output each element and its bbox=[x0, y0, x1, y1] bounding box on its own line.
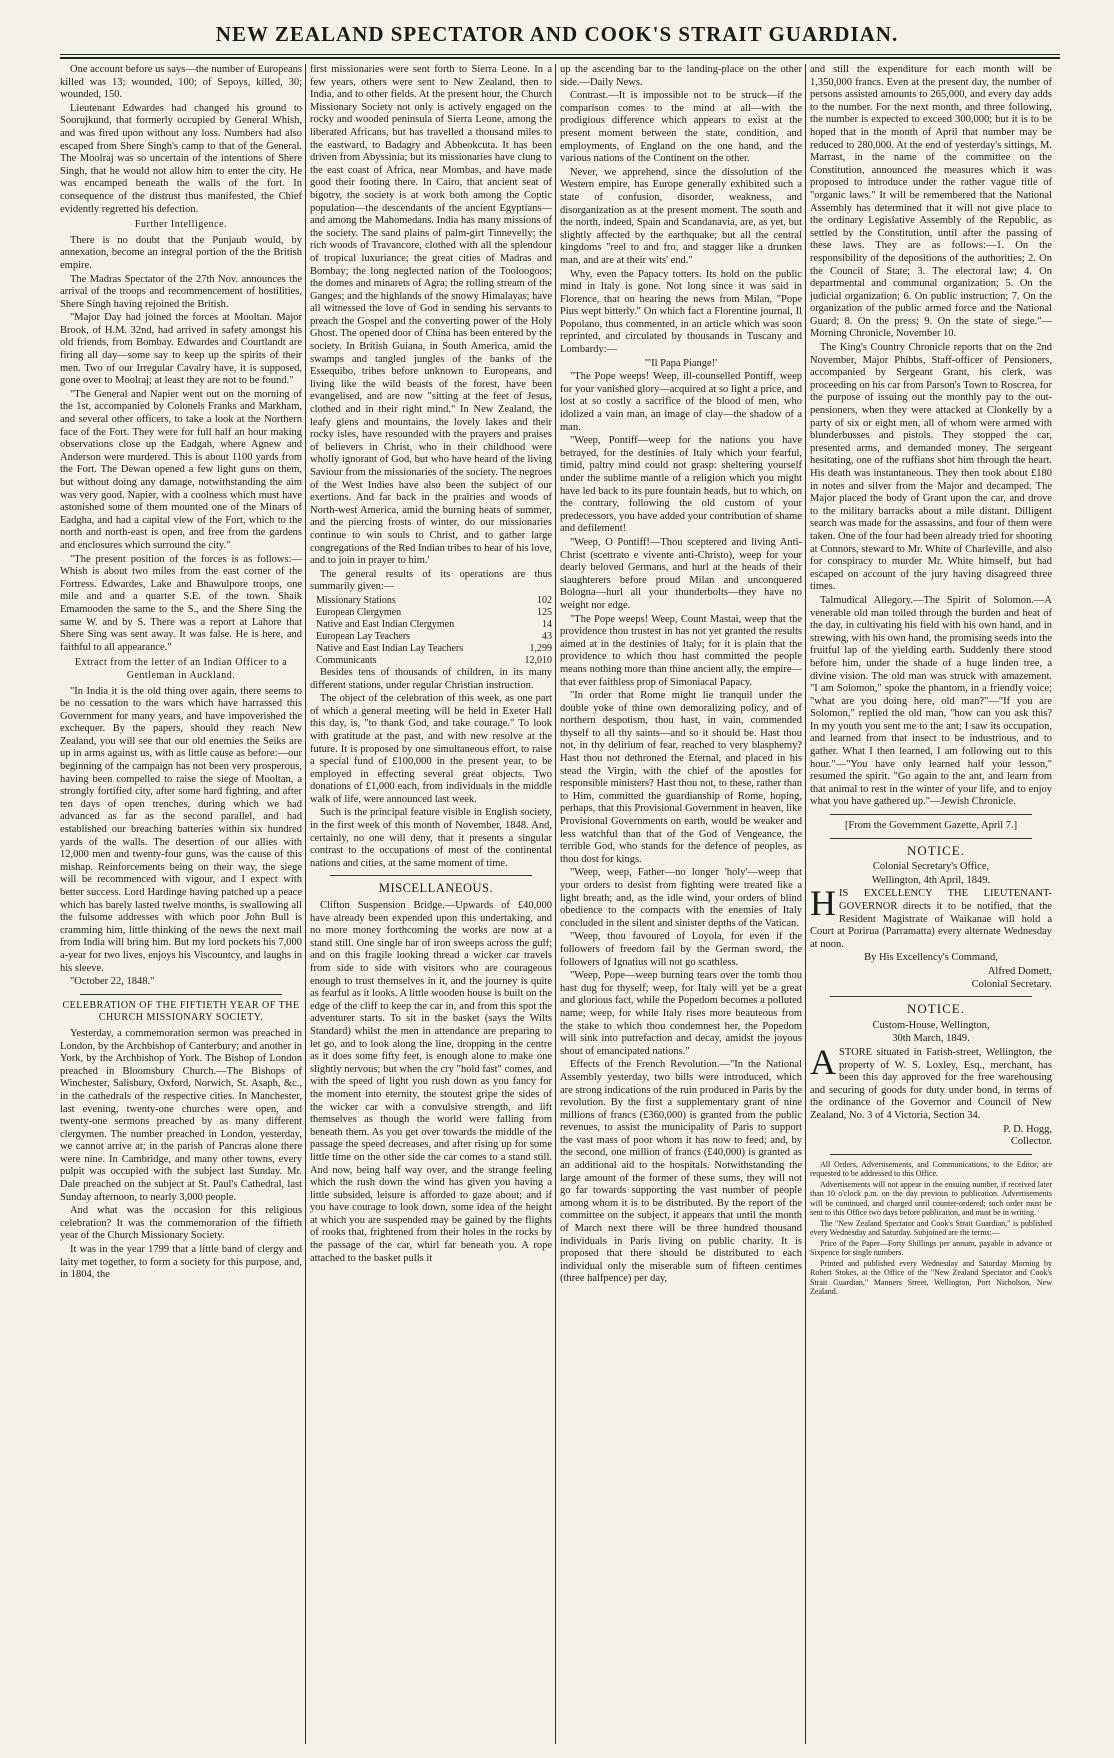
divider bbox=[830, 1154, 1032, 1155]
notice-role: Colonial Secretary. bbox=[971, 978, 1052, 990]
column-divider bbox=[555, 64, 556, 1744]
paragraph: Talmudical Allegory.—The Spirit of Solomon.—A venerable old man toiled through the burden and heat of the day, in cultivating his field with his own hand, and in strewing, with his own hand, the promising seeds into the fruitful lap of the yielding earth. Suddenly there stood before him, under the shade of a huge linden tree, a divine vision. The old man was struck with amazement. "I am Solomon," spoke the phantom, in a friendly voice; "what are you doing here, old man?"—"If you are Solomon," replied the old man, "how can you ask this? In my youth you sent me to the ant; I saw its occupation, and learned from that insect to be industrious, and to gather. What I then learned, I am following out to this hour."—"You have only learned half your lesson," resumed the spirit. "Go again to the ant, and learn from that animal to rest in the winter of your life, and to enjoy what you have gathered up."—Jewish Chronicle. bbox=[810, 594, 1052, 808]
paragraph: It was in the year 1799 that a little band of clergy and laity met together, to form a society for this purpose, and, in 1804, the bbox=[60, 1244, 302, 1281]
column-divider bbox=[305, 64, 306, 1744]
notice-body: ASTORE situated in Farish-street, Wellington, the property of W. S. Loxley, Esq., merchant, has been this day approved for the free warehousing and securing of goods for duty under bond, in terms of the ordinance of the Governor and Council of New Zealand, No. 3 of 4 Victoria, Section 34. bbox=[810, 1041, 1052, 1121]
paragraph: "Weep, O Pontiff!—Thou sceptered and living Anti-Christ (scettrato e vivente anti-Christo), weep for your dearly beloved Germans, and hurl at the heads of their slaughterers before proud Milan and unconquered Bologna—hurl all your thunderbolts—they have no weight nor edge. bbox=[560, 536, 802, 611]
notice-date: 30th March, 1849. bbox=[892, 1033, 970, 1045]
paragraph: There is no doubt that the Punjaub would, by annexation, become an integral portion of the the British empire. bbox=[60, 234, 302, 271]
paragraph: "Weep, Pope—weep burning tears over the tomb thou hast dug for thyself; weep, for Italy will yet be a great and glorious fact, while the Popedom becomes a polluted name; weep, for while Italy rises more beauteous from the stake to which thou condemnest her, the Popedom will sink into putrefaction and decay, amidst the joyous shout of emancipated nations." bbox=[560, 970, 802, 1057]
stat-row: Native and East Indian Clergymen 14 bbox=[316, 618, 552, 630]
paragraph: and still the expenditure for each month will be 1,350,000 francs. Even at the present day, the number of persons assisted amounts to 265,000, and every day adds to the number. For the next month, and three following, the number is expected to exceed 300,000; but it is to be hoped that in the month of April that number may be reduced to 280,000. At the end of yesterday's sittings, M. Marrast, in the name of the committee on the Constitution, announced the measures which it was proposed to introduce under the rather vague title of "organic laws." It will be remembered that the National Assembly has determined that it will not give place to the ordinary Legislative Assembly of the Republic, as settled by the Constitution, until after the passing of these laws. They are as follows:—1. On the responsibility of the depositions of the authorities; 2. On the Council of State; 3. The electoral law; 4. On departmental and communal organization; 5. On the judicial organization; 6. On public instruction; 7. On the organization of the public armed force and the National Guard; 8. On the press; 9. On the state of siege."—Morning Chronicle, November 10. bbox=[810, 64, 1052, 340]
paragraph: Yesterday, a commemoration sermon was preached in London, by the Archbishop of Canterbury; and another in York, by the Archbishop of York. The Bishop of London preached in Bloomsbury Church.—The Bishops of Winchester, Salisbury, Oxford, Norwich, St. Asaph, &c., in the cathedrals of the respective cities. In Manchester, last evening, twenty-one churches were open, and twenty-one sermons preached by as many different clergymen. The number preached in London, yesterday, we cannot arrive at; in the parish of Pancras alone there were nine. In Cambridge, and many other towns, every pulpit was occupied with the subject last Sunday. Mr. Dale preached on the subject at St. Paul's Cathedral, last Sunday afternoon, to nearly 3,000 people. bbox=[60, 1027, 302, 1203]
notice-date: Wellington, 4th April, 1849. bbox=[871, 874, 991, 886]
paragraph: "The General and Napier went out on the morning of the 1st, accompanied by Colonels Franks and Markham, and several other officers, to take a look at the Northern face of the Fort. They were for full half an hour making observations close up the Eadgah, where Agnew and Anderson were murdered. This is about 1100 yards from the Fort. The Dewan opened a few light guns on them, but without doing any damage, notwithstanding the aim was very good. Napier, with a coolness which must have astonished some of them mounted one of the Minars of Eadgha, and had a capital view of the Fort, which to the north and north-east is open, and free from the gardens and enclosures which surround the city." bbox=[60, 388, 302, 551]
column-divider bbox=[805, 64, 806, 1744]
paragraph: Such is the principal feature visible in English society, in the first week of this month of November, 1848. And, certainly, no one will deny, that it presents a singular contrast to the occupations of most of the continental nations and cities, at the same moment of time. bbox=[310, 807, 552, 869]
statistics-table bbox=[310, 595, 552, 667]
notice-body: HIS EXCELLENCY THE LIEUTENANT-GOVERNOR directs it to be notified, that the Resident Magistrate of Waikanae will hold a Court at Porirua (Parramatta) every alternate Wednesday at noon. bbox=[810, 883, 1052, 950]
article-heading: CELEBRATION OF THE FIFTIETH YEAR OF THE CHURCH MISSIONARY SOCIETY. bbox=[62, 999, 300, 1024]
fine-print: Printed and published every Wednesday and Saturday Morning by Robert Stokes, at the Office of the "New Zealand Spectator and Cook's Strait Guardian," Manners Street, Wellington, Port Nicholson, New Zealand. bbox=[810, 1258, 1052, 1297]
fine-print: All Orders, Advertisements, and Communications, to the Editor, are requested to be addressed to this Office. bbox=[810, 1159, 1052, 1179]
divider bbox=[830, 814, 1032, 815]
section-heading: Extract from the letter of an Indian Officer to a Gentleman in Auckland. bbox=[74, 657, 288, 681]
section-heading: MISCELLANEOUS. bbox=[378, 881, 494, 896]
quote-heading: "'Il Papa Piange!' bbox=[644, 357, 718, 369]
section-heading: Further Intelligence. bbox=[134, 219, 228, 231]
stat-row: European Clergymen 125 bbox=[316, 606, 552, 618]
notice-signatory: Alfred Domett, bbox=[987, 965, 1052, 977]
column-4 bbox=[810, 64, 1052, 1744]
notice-title: NOTICE. bbox=[907, 1001, 965, 1017]
notice-office: Custom-House, Wellington, bbox=[872, 1019, 990, 1031]
paragraph: Lieutenant Edwardes had changed his ground to Soorujkund, that formerly occupied by General Whish, and was fired upon without any loss. Numbers had also escaped from Shere Singh's camp to that of the General. The Moolraj was so uncertain of the intentions of Shere Singh, that he would not allow him to enter the city. He was encamped beneath the walls of the fort. In consequence of the distrust thus manifested, the Chief evidently regretted his defection. bbox=[60, 102, 302, 215]
paragraph: Effects of the French Revolution.—"In the National Assembly yesterday, two bills were introduced, which are strong indications of the ruin produced in Paris by the revolution. By the first a supplementary grant of nine millions of francs (£360,000) is granted from the public revenues, to assist the municipality of Paris to support the vast mass of poor whom it has now to feed; and, by the second, one million of francs (£40,000) is granted as an additional aid to the hospitals. Notwithstanding the large amount of the former of these sums, they will not go far towards supporting the vast number of people among whom it is to be distributed. By the report of the committee on the subject, it appears that until the month of March next there will be three hundred thousand individuals in Paris living on public charity. It is proposed that there should be distributed to each individual only the miserable sum of fifteen centimes (three halfpence) per day, bbox=[560, 1059, 802, 1285]
stat-row: European Lay Teachers 43 bbox=[316, 630, 552, 642]
publisher-notes bbox=[810, 1160, 1052, 1297]
column-3 bbox=[560, 64, 802, 1744]
paragraph: "October 22, 1848." bbox=[70, 976, 155, 988]
paragraph: "The present position of the forces is as follows:—Whish is about two miles from the east corner of the Fortress. Edwardes, Lake and Bhawulpore troops, one mile and and a quarter S.E. of the town. Shaik Emamooden the same to the S., and the Shere Sing the same W. and by S. There was a report at Lahore that Shere Sing was sent away. It was false. He is here, and faithful to all appearance." bbox=[60, 553, 302, 653]
divider bbox=[830, 996, 1032, 997]
drop-cap: H bbox=[810, 883, 836, 924]
stat-row: Missionary Stations 102 bbox=[316, 594, 552, 606]
paragraph: And what was the occasion for this religious celebration? It was the commemoration of the fiftieth year of the Church Missionary Society. bbox=[60, 1205, 302, 1242]
paragraph: Why, even the Papacy totters. Its hold on the public mind in Italy is gone. Not long since it was said in Florence, that on hearing the news from Milan, "Pope Pius wept bitterly." On which fact a Florentine journal, Il Popolano, thus commented, in an article which was soon reprinted, and circulated by thousands in Tuscany and Lombardy:— bbox=[560, 268, 802, 356]
masthead: NEW ZEALAND SPECTATOR AND COOK'S STRAIT GUARDIAN. bbox=[215, 22, 899, 46]
paragraph: up the ascending bar to the landing-place on the other side.—Daily News. bbox=[560, 64, 802, 88]
notice-title: NOTICE. bbox=[907, 842, 965, 858]
paragraph: "The Pope weeps! Weep, Count Mastai, weep that the providence thou trustest in has not yet granted the results aimed at in the destinies of Italy; for it is plain that the providence to which thou hast committed the people means nothing more than thine ancient ally, the empire—that ever faithless prop of Simoniacal Papacy. bbox=[560, 613, 802, 688]
notice-office: Colonial Secretary's Office, bbox=[872, 861, 990, 873]
drop-cap: A bbox=[810, 1041, 836, 1082]
paragraph: "Major Day had joined the forces at Mooltan. Major Brook, of H.M. 32nd, had arrived in safety amongst his old friends, from Bombay. Edwardes and Courtlandt are firing all day—some say to keep up the spirits of their men. Two of our Irregular Cavalry have, it is supposed, gone over to Moolraj; at least they are not to be found." bbox=[60, 312, 302, 387]
paragraph: "Weep, Pontiff—weep for the nations you have betrayed, for the destinies of Italy which your fearful, timid, paltry mind could not grasp: sheltering yourself under the sublime mantle of a religion which you might have led back to its pure fountain heads, but to which, on the contrary, following the old custom of your predecessors, you have added your contribution of shame and defilement! bbox=[560, 435, 802, 535]
notice-role: Collector. bbox=[1010, 1136, 1052, 1148]
divider bbox=[830, 838, 1032, 839]
paragraph: Clifton Suspension Bridge.—Upwards of £40,000 have already been expended upon this undertaking, and no more money forthcoming the works are now at a stand still. One single bar of iron sweeps across the gulf; and on this fragile looking thread a wicker car travels from side to side with visitors who are courageous enough to trust themselves in it, and the journey is quite as fearful as it looks. A little wooden house is built on the edge of the cliff to keep the car in, and from this spot the adventurer starts. To sit in the basket (says the Wilts Standard) whilst the men in attendance are preparing to let go, and to look along the line, dropping in the centre as it does some fifty feet, is enough alone to make one slightly nervous; but when the cry "hold fast" comes, and with the speed of light you rush down as you fancy for the moment into eternity, the stoutest gripe the sides of the wicker car with a convulsive strength, and lift themselves as though the world were falling from beneath them. As you get over towards the middle of the passage the speed decreases, and after rising up for some little time on the other side the car comes to a stand still. And now, being half way over, and the strange feeling which the rush down the wind has given you having a little subsided, leisure is afforded to gaze about; and if you have courage to look down, some idea of the height at which you are suspended may be gained by the flights of rooks that, frightened from their holes in the rocks by the passage of the car, whirl far beneath you. A rope attached to the basket pulls it bbox=[310, 900, 552, 1264]
paragraph: Besides tens of thousands of children, in its many different stations, under regular Christian instruction. bbox=[310, 666, 552, 691]
paragraph: The Madras Spectator of the 27th Nov. announces the arrival of the troops and recommencement of hostilities, Shere Singh having rejoined the British. bbox=[60, 273, 302, 310]
paragraph: The King's Country Chronicle reports that on the 2nd November, Major Phibbs, Staff-officer of Pensioners, accompanied by Sergeant Grant, his clerk, was proceeding on his car from Parson's Town to Roscrea, for the purpose of issuing out the monthly pay to the out-pensioners, when they were attacked at Clonkelly by a party of six or eight men, all of whom were armed with blunderbusses and pistols. They stopped the car, presented arms, and demanded money. The sergeant hesitating, one of the ruffians shot him through the heart. His death was instantaneous. They then took about £180 in notes and silver from the Major and decamped. The Major placed the body of Grant upon the car, and drove to the military barracks about a mile distant. Dilligent search was made for the assassins, and four of them were taken. One of the four had been already tried for shooting at Connors, steward to Mr. White of Charleville, and also for conspiracy to murder Mr. White himself, but had escaped on account of the jury having disagreed three times. bbox=[810, 342, 1052, 593]
paragraph: One account before us says—the number of Europeans killed was 13; wounded, 100; of Sepoys, killed, 30; wounded, 150. bbox=[60, 64, 302, 101]
divider bbox=[330, 875, 532, 876]
paragraph: "The Pope weeps! Weep, ill-counselled Pontiff, weep for your vanished glory—acquired at so light a price, and lost at so costly a sacrifice of the blood of men, who idolized a vain man, an image of clay—the shadow of a man. bbox=[560, 371, 802, 433]
paragraph: "Weep, weep, Father—no longer 'holy'—weep that your orders to desist from fighting were treated like a light breath; and, as the idle wind, your orders of blind obedience to the compacts with the enemies of Italy concluded in the silent and sinister depths of the Vatican. bbox=[560, 867, 802, 929]
fine-print: The "New Zealand Spectator and Cook's Strait Guardian," is published every Wednesday and Saturday. Subjoined are the terms:— bbox=[810, 1218, 1052, 1238]
paragraph: Never, we apprehend, since the dissolution of the Western empire, has Europe generally exhibited such a state of confusion, disorder, weakness, and disorganization as at the present moment. The south and the north, indeed, Spain and Scandanavia, are, as yet, but slightly affected by the earthquake; but all the central kingdoms "reel to and fro, and stagger like a drunken man, and are at their wits' end." bbox=[560, 166, 802, 266]
paragraph: Contrast.—It is impossible not to be struck—if the comparison comes to the mind at all—with the prodigious difference which appears to exist at the present moment between the state, condition, and employments, of England on the one hand, and the various nations of the Continent on the other. bbox=[560, 90, 802, 165]
paragraph: The general results of its operations are thus summarily given:— bbox=[310, 568, 552, 593]
paragraph: first missionaries were sent forth to Sierra Leone. In a few years, others were sent to New Zealand, then to India, and to other fields. At the present hour, the Church Missionary Society not only is actively engaged on the rocky and wooded peninsula of Sierra Leone, among the liberated Africans, but has travelled a thousand miles to the eastward, to Badagry and Abbeokcuta. It has been driven from Abyssinia; but its missionaries have clung to the east coast of Africa, near Mombas, and have made good their footing there. In Cairo, that ancient seat of bigotry, the society is at work both among the Coptic population—the descendants of the ancient Egyptians—and among the Mahomedans. India has many missions of the society. The sand plains of palm-girt Tinnevelly; the rich woods of Travancore, clothed with all the splendour of tropical luxuriance; the great cities of Madras and Bombay; the long neglected nation of the Tooloogoos; the domes and minarets of Agra; the rolling stream of the Ganges; and the highlands of the snowy Himalayas; have all witnessed the love of God in sending his servants to preach the Gospel and the converting power of the Holy Ghost. The opened door of China has been entered by the society. In British Guiana, in South America, amid the swamps and tangled jungles of the banks of the Essequibo, tribes before unknown to Europeans, and living like the wild beasts of the forest, have been evangelised, and are now "sitting at the feet of Jesus, clothed and in their right mind." In New Zealand, the leafy glens and mountains, the lovely lakes and their rocky isles, have resounded with the prayers and praises of believers in Christ, who in their childhood were wholly ignorant of God, but who have heard of the living Saviour from the missionaries of the society. The negroes of the West Indies have also been the subject of our exertions. And far back in the prairies and woods of North-west America, amid the burning heats of summer, and the piercing frosts of winter, do our missionaries continue to win souls to Christ, and to gather large congregations of the Red Indian tribes to hear of his love, and to join in prayer to him.' bbox=[310, 64, 552, 567]
fine-print: Price of the Paper—Forty Shillings per annum, payable in advance or Sixpence for single numbers. bbox=[810, 1238, 1052, 1258]
paragraph: The object of the celebration of this week, as one part of which a general meeting will be held in Exeter Hall this day, is, "to thank God, and take courage." To look with gratitude at the past, and with new resolve at the future. It is proposed by one simultaneous effort, to raise a special fund of £100,000 in the present year, to be employed in effecting several great objects. Two donations of £1,000 each, from individuals in the middle walk of life, were announced last week. bbox=[310, 693, 552, 805]
gazette-source: [From the Government Gazette, April 7.] bbox=[844, 820, 1018, 832]
stat-row: Native and East Indian Lay Teachers 1,299 bbox=[316, 642, 552, 654]
column-1 bbox=[60, 64, 302, 1744]
masthead-rule bbox=[60, 54, 1060, 55]
divider bbox=[80, 994, 282, 995]
column-2 bbox=[310, 64, 552, 1744]
paragraph: "Weep, thou favoured of Loyola, for even if the followers of freedom fail by the German sword, the followers of Ignatius will not go scathless. bbox=[560, 931, 802, 968]
masthead-rule-thick bbox=[60, 57, 1060, 59]
notice-signatory: P. D. Hogg, bbox=[1003, 1123, 1052, 1135]
fine-print: Advertisements will not appear in the ensuing number, if received later than 10 o'clock p.m. on the day previous to publication. Advertisements will be continued, and charged until counter-ordered; such order must be sent to this Office two days before publication, and must be in writing. bbox=[810, 1179, 1052, 1218]
paragraph: "In India it is the old thing over again, there seems to be no cessation to the wars which have harrassed this Government for many years, and have impoverished the exchequer. By the papers, should they reach New Zealand, you will see that our old enemies the Seiks are up in arms against us, with as little cause as before:—our beginning of the campaign has not been very prosperous, having been compelled to raise the siege of Mooltan, a strongly fortified city, after some hard fighting, and after ten days of open trenches, during which we had advanced as far as the second parallel, and had established our breaching batteries within six hundred yards of the walls. The desertion of our allies with 12,000 men and twenty-four guns, was the cause of this mishap. Reinforcements being on their way, the siege will be recommenced with vigour, and I expect with better success. Lord Hardinge having patched up a peace which has barely lasted twelve months, is swallowing all the fulsome addresses with which poor John Bull is cramming him, little thinking of the news the next mail from India will bring him. But my lord pockets his 7,000 a-year for two lives, enjoys his Viscountcy, and laughs in his sleeve. bbox=[60, 685, 302, 974]
paragraph: "In order that Rome might lie tranquil under the double yoke of thine own demoralizing policy, and of northern despotism, thou hast, in vain, commended thyself to all thy saints—and so it should be. Hast thou not, in thy delirium of fear, reached to very blasphemy? Hast thou not dethroned the Eternal, and placed in his stead the Virgin, with the chief of the apostles for responsible ministers? Hast thou not, to these, rather than to Him, committed the guardianship of Rome, hoping, perhaps, that this Provisional Government in heaven, like Provisional Governments on earth, would be weaker and less watchful than that of the God of Vengeance, the terrible God, who stands for the defence of peoples, as thou dost for kings. bbox=[560, 690, 802, 865]
stat-row: Communicants 12,010 bbox=[316, 654, 552, 666]
notice-command: By His Excellency's Command, bbox=[864, 952, 998, 964]
